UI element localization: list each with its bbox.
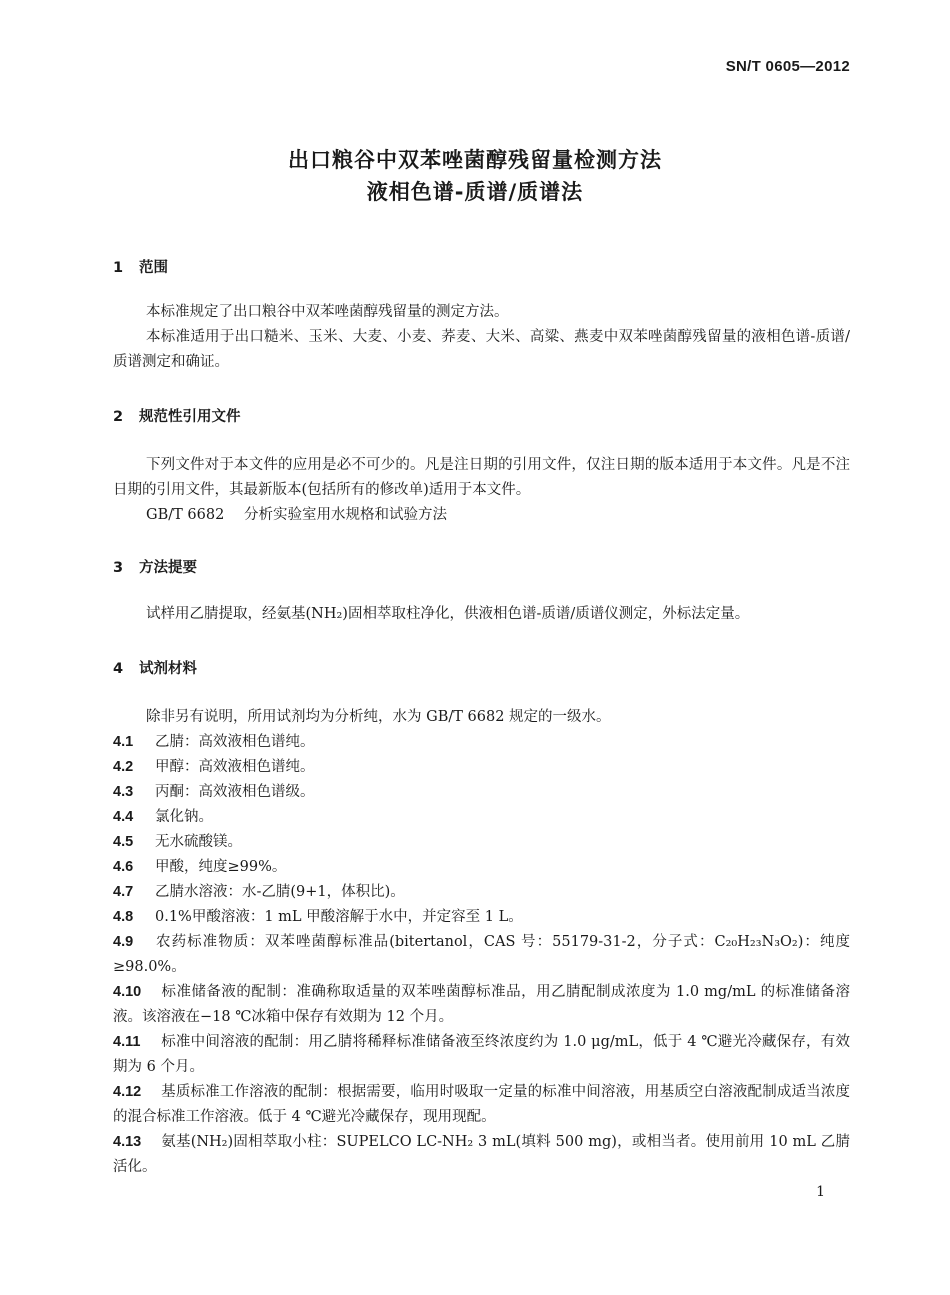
section-heading-2 (113, 405, 241, 426)
list-item (113, 1030, 850, 1080)
section-heading-4 (113, 657, 197, 678)
item-text: 丙酮：高效液相色谱级。 (155, 784, 315, 800)
reference-title: 分析实验室用水规格和试验方法 (244, 507, 447, 523)
list-item (113, 1080, 850, 1130)
list-item (113, 855, 850, 880)
item-text: 农药标准物质：双苯唑菌醇标准品(bitertanol，CAS 号：55179-31-2，分子式：C₂₀H₂₃N₃O₂)：纯度≥98.0%。 (113, 934, 850, 975)
item-number: 4.4 (113, 809, 134, 825)
section-heading-1 (113, 256, 168, 277)
item-text: 标准储备液的配制：准确称取适量的双苯唑菌醇标准品，用乙腈配制成浓度为 1.0 mg/mL 的标准储备溶液。该溶液在−18 ℃冰箱中保存有效期为 12 个月。 (113, 984, 850, 1025)
item-number: 4.11 (113, 1034, 141, 1050)
item-text: 乙腈：高效液相色谱纯。 (155, 734, 315, 750)
section-number: 3 (113, 560, 124, 576)
normative-reference (146, 503, 447, 528)
page-number: 1 (816, 1184, 825, 1200)
list-item (113, 980, 850, 1030)
section-number: 1 (113, 260, 124, 276)
list-item (113, 830, 850, 855)
item-text: 基质标准工作溶液的配制：根据需要，临用时吸取一定量的标准中间溶液，用基质空白溶液配制成适当浓度的混合标准工作溶液。低于 4 ℃避光冷藏保存，现用现配。 (113, 1084, 850, 1125)
reference-code: GB/T 6682 (146, 507, 225, 523)
section-title: 范围 (139, 260, 168, 276)
document-subtitle: 液相色谱-质谱/质谱法 (366, 180, 584, 204)
list-item (113, 805, 850, 830)
item-number: 4.5 (113, 834, 134, 850)
list-item (113, 930, 850, 980)
list-item (113, 755, 850, 780)
list-item (113, 780, 850, 805)
item-number: 4.8 (113, 909, 134, 925)
section-title: 规范性引用文件 (139, 409, 241, 425)
paragraph: 下列文件对于本文件的应用是必不可少的。凡是注日期的引用文件，仅注日期的版本适用于本文件。凡是不注日期的引用文件，其最新版本(包括所有的修改单)适用于本文件。 (113, 457, 850, 498)
item-text: 无水硫酸镁。 (155, 834, 242, 850)
list-item (113, 1130, 850, 1180)
paragraph: 本标准规定了出口粮谷中双苯唑菌醇残留量的测定方法。 (146, 304, 509, 320)
item-text: 标准中间溶液的配制：用乙腈将稀释标准储备液至终浓度约为 1.0 μg/mL，低于 4 ℃避光冷藏保存，有效期为 6 个月。 (113, 1034, 850, 1075)
item-number: 4.3 (113, 784, 134, 800)
item-text: 氯化钠。 (155, 809, 213, 825)
item-number: 4.12 (113, 1084, 142, 1100)
paragraph: 试样用乙腈提取，经氨基(NH₂)固相萃取柱净化，供液相色谱-质谱/质谱仪测定，外标法定量。 (146, 606, 750, 622)
item-number: 4.2 (113, 759, 134, 775)
item-text: 氨基(NH₂)固相萃取小柱：SUPELCO LC-NH₂ 3 mL(填料 500 mg)，或相当者。使用前用 10 mL 乙腈活化。 (113, 1134, 850, 1175)
item-number: 4.9 (113, 934, 134, 950)
paragraph: 除非另有说明，所用试剂均为分析纯，水为 GB/T 6682 规定的一级水。 (146, 709, 611, 725)
list-item (113, 880, 850, 905)
section-number: 2 (113, 409, 124, 425)
section-number: 4 (113, 661, 124, 677)
section-title: 试剂材料 (139, 661, 197, 677)
item-number: 4.7 (113, 884, 134, 900)
section-title: 方法提要 (139, 560, 197, 576)
item-number: 4.10 (113, 984, 142, 1000)
list-item (113, 905, 850, 930)
item-text: 甲酸，纯度≥99%。 (155, 859, 287, 875)
item-number: 4.1 (113, 734, 134, 750)
item-number: 4.13 (113, 1134, 142, 1150)
section-heading-3 (113, 556, 197, 577)
paragraph: 本标准适用于出口糙米、玉米、大麦、小麦、荞麦、大米、高粱、燕麦中双苯唑菌醇残留量的液相色谱-质谱/质谱测定和确证。 (113, 329, 850, 370)
item-text: 甲醇：高效液相色谱纯。 (155, 759, 315, 775)
list-item (113, 730, 850, 755)
item-text: 乙腈水溶液：水-乙腈(9+1，体积比)。 (155, 884, 405, 900)
item-text: 0.1%甲酸溶液：1 mL 甲酸溶解于水中，并定容至 1 L。 (155, 909, 523, 925)
standard-code: SN/T 0605—2012 (725, 58, 850, 75)
item-number: 4.6 (113, 859, 134, 875)
document-title: 出口粮谷中双苯唑菌醇残留量检测方法 (288, 148, 662, 172)
